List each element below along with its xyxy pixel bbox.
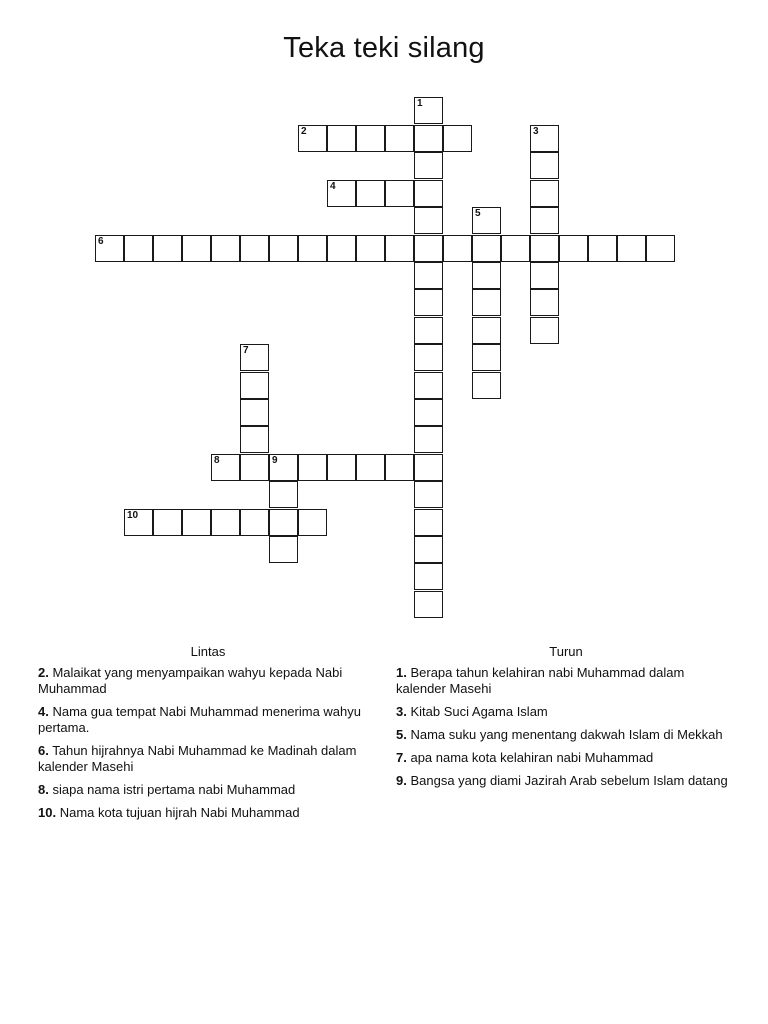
- crossword-cell[interactable]: [269, 481, 298, 508]
- crossword-cell-6-across[interactable]: [95, 235, 124, 262]
- crossword-cell[interactable]: [414, 591, 443, 618]
- clue-number: 6: [98, 236, 104, 247]
- crossword-cell[interactable]: [414, 563, 443, 590]
- crossword-cell-4-across[interactable]: [327, 180, 356, 207]
- crossword-cell[interactable]: [269, 509, 298, 536]
- crossword-cell[interactable]: [269, 536, 298, 563]
- clue-num: 6.: [38, 743, 49, 758]
- crossword-cell[interactable]: [646, 235, 675, 262]
- crossword-cell[interactable]: [472, 262, 501, 289]
- crossword-cell[interactable]: [414, 235, 443, 262]
- clue-item: [396, 727, 736, 743]
- crossword-cell[interactable]: [385, 454, 414, 481]
- clue-item: [38, 743, 378, 775]
- clue-num: 2.: [38, 665, 49, 680]
- crossword-cell[interactable]: [211, 235, 240, 262]
- clue-number: 10: [127, 510, 139, 521]
- clue-number: 2: [301, 126, 307, 137]
- clue-number: 7: [243, 345, 249, 356]
- crossword-cell-7-down[interactable]: [240, 344, 269, 371]
- clue-text: Berapa tahun kelahiran nabi Muhammad dalam kalender Masehi: [396, 665, 685, 696]
- crossword-cell[interactable]: [153, 235, 182, 262]
- crossword-cell-3-down[interactable]: [530, 125, 559, 152]
- clue-num: 1.: [396, 665, 407, 680]
- crossword-cell-8-across[interactable]: [211, 454, 240, 481]
- clue-num: 3.: [396, 704, 407, 719]
- clue-num: 7.: [396, 750, 407, 765]
- clue-text: Malaikat yang menyampaikan wahyu kepada Nabi Muhammad: [38, 665, 343, 696]
- clue-number: 4: [330, 181, 336, 192]
- crossword-cell[interactable]: [240, 454, 269, 481]
- clue-number: 5: [475, 208, 481, 219]
- crossword-cell[interactable]: [327, 125, 356, 152]
- crossword-cell[interactable]: [588, 235, 617, 262]
- clue-text: Nama gua tempat Nabi Muhammad menerima wahyu pertama.: [38, 704, 361, 735]
- clue-item: [396, 665, 736, 697]
- crossword-cell-1-down[interactable]: [414, 97, 443, 124]
- crossword-cell[interactable]: [414, 481, 443, 508]
- crossword-cell[interactable]: [269, 235, 298, 262]
- crossword-cell[interactable]: [385, 125, 414, 152]
- crossword-cell[interactable]: [298, 454, 327, 481]
- crossword-cell[interactable]: [414, 426, 443, 453]
- crossword-cell[interactable]: [356, 235, 385, 262]
- crossword-cell[interactable]: [443, 125, 472, 152]
- crossword-cell[interactable]: [240, 509, 269, 536]
- clue-num: 8.: [38, 782, 49, 797]
- crossword-cell[interactable]: [414, 536, 443, 563]
- clue-num: 9.: [396, 773, 407, 788]
- clue-num: 10.: [38, 805, 57, 820]
- crossword-cell[interactable]: [472, 235, 501, 262]
- crossword-cell[interactable]: [414, 344, 443, 371]
- crossword-cell[interactable]: [414, 207, 443, 234]
- crossword-cell-9-down[interactable]: [269, 454, 298, 481]
- down-clues: [396, 644, 736, 796]
- clue-item: [38, 665, 378, 697]
- clue-number: 9: [272, 455, 278, 466]
- crossword-cell[interactable]: [240, 372, 269, 399]
- crossword-cell[interactable]: [240, 235, 269, 262]
- clue-item: [38, 805, 378, 821]
- clue-text: Nama kota tujuan hijrah Nabi Muhammad: [59, 805, 300, 820]
- clue-item: [38, 782, 378, 798]
- crossword-cell[interactable]: [414, 180, 443, 207]
- clue-text: Kitab Suci Agama Islam: [410, 704, 548, 719]
- crossword-cell[interactable]: [472, 372, 501, 399]
- crossword-cell-10-across[interactable]: [124, 509, 153, 536]
- crossword-cell[interactable]: [414, 152, 443, 179]
- crossword-cell[interactable]: [501, 235, 530, 262]
- crossword-cell[interactable]: [559, 235, 588, 262]
- clue-text: Bangsa yang diami Jazirah Arab sebelum Islam datang: [410, 773, 728, 788]
- crossword-cell[interactable]: [530, 152, 559, 179]
- crossword-cell[interactable]: [327, 235, 356, 262]
- across-heading: Lintas: [190, 644, 226, 659]
- crossword-cell[interactable]: [530, 262, 559, 289]
- crossword-cell[interactable]: [414, 372, 443, 399]
- clue-item: [38, 704, 378, 736]
- down-heading: Turun: [549, 644, 583, 659]
- crossword-cell[interactable]: [124, 235, 153, 262]
- crossword-cell[interactable]: [530, 207, 559, 234]
- clue-number: 8: [214, 455, 220, 466]
- clue-number: 1: [417, 98, 423, 109]
- crossword-cell[interactable]: [472, 317, 501, 344]
- clue-text: apa nama kota kelahiran nabi Muhammad: [410, 750, 654, 765]
- crossword-cell[interactable]: [530, 289, 559, 316]
- crossword-cell[interactable]: [414, 289, 443, 316]
- crossword-cell[interactable]: [414, 125, 443, 152]
- clue-num: 5.: [396, 727, 407, 742]
- across-clues: [38, 644, 378, 828]
- crossword-cell[interactable]: [617, 235, 646, 262]
- crossword-cell[interactable]: [414, 262, 443, 289]
- crossword-cell[interactable]: [211, 509, 240, 536]
- crossword-cell[interactable]: [530, 235, 559, 262]
- crossword-cell[interactable]: [327, 454, 356, 481]
- crossword-cell[interactable]: [240, 399, 269, 426]
- crossword-cell[interactable]: [530, 317, 559, 344]
- crossword-cell[interactable]: [414, 399, 443, 426]
- crossword-cell[interactable]: [240, 426, 269, 453]
- crossword-cell-2-across[interactable]: [298, 125, 327, 152]
- crossword-cell[interactable]: [298, 235, 327, 262]
- crossword-cell[interactable]: [443, 235, 472, 262]
- clue-item: [396, 773, 736, 789]
- page-title: Teka teki silang: [283, 32, 485, 64]
- crossword-cell[interactable]: [414, 509, 443, 536]
- clue-num: 4.: [38, 704, 49, 719]
- crossword-cell[interactable]: [472, 289, 501, 316]
- crossword-cell[interactable]: [182, 235, 211, 262]
- crossword-cell[interactable]: [298, 509, 327, 536]
- crossword-cell[interactable]: [414, 317, 443, 344]
- clue-text: Tahun hijrahnya Nabi Muhammad ke Madinah dalam kalender Masehi: [38, 743, 357, 774]
- crossword-cell[interactable]: [356, 454, 385, 481]
- crossword-cell[interactable]: [385, 180, 414, 207]
- crossword-cell[interactable]: [153, 509, 182, 536]
- clue-text: Nama suku yang menentang dakwah Islam di Mekkah: [410, 727, 723, 742]
- crossword-cell[interactable]: [414, 454, 443, 481]
- clue-number: 3: [533, 126, 539, 137]
- crossword-cell[interactable]: [356, 125, 385, 152]
- clue-text: siapa nama istri pertama nabi Muhammad: [52, 782, 296, 797]
- clue-item: [396, 704, 736, 720]
- crossword-cell-5-down[interactable]: [472, 207, 501, 234]
- crossword-cell[interactable]: [356, 180, 385, 207]
- crossword-cell[interactable]: [182, 509, 211, 536]
- crossword-cell[interactable]: [472, 344, 501, 371]
- clue-item: [396, 750, 736, 766]
- crossword-cell[interactable]: [385, 235, 414, 262]
- crossword-cell[interactable]: [530, 180, 559, 207]
